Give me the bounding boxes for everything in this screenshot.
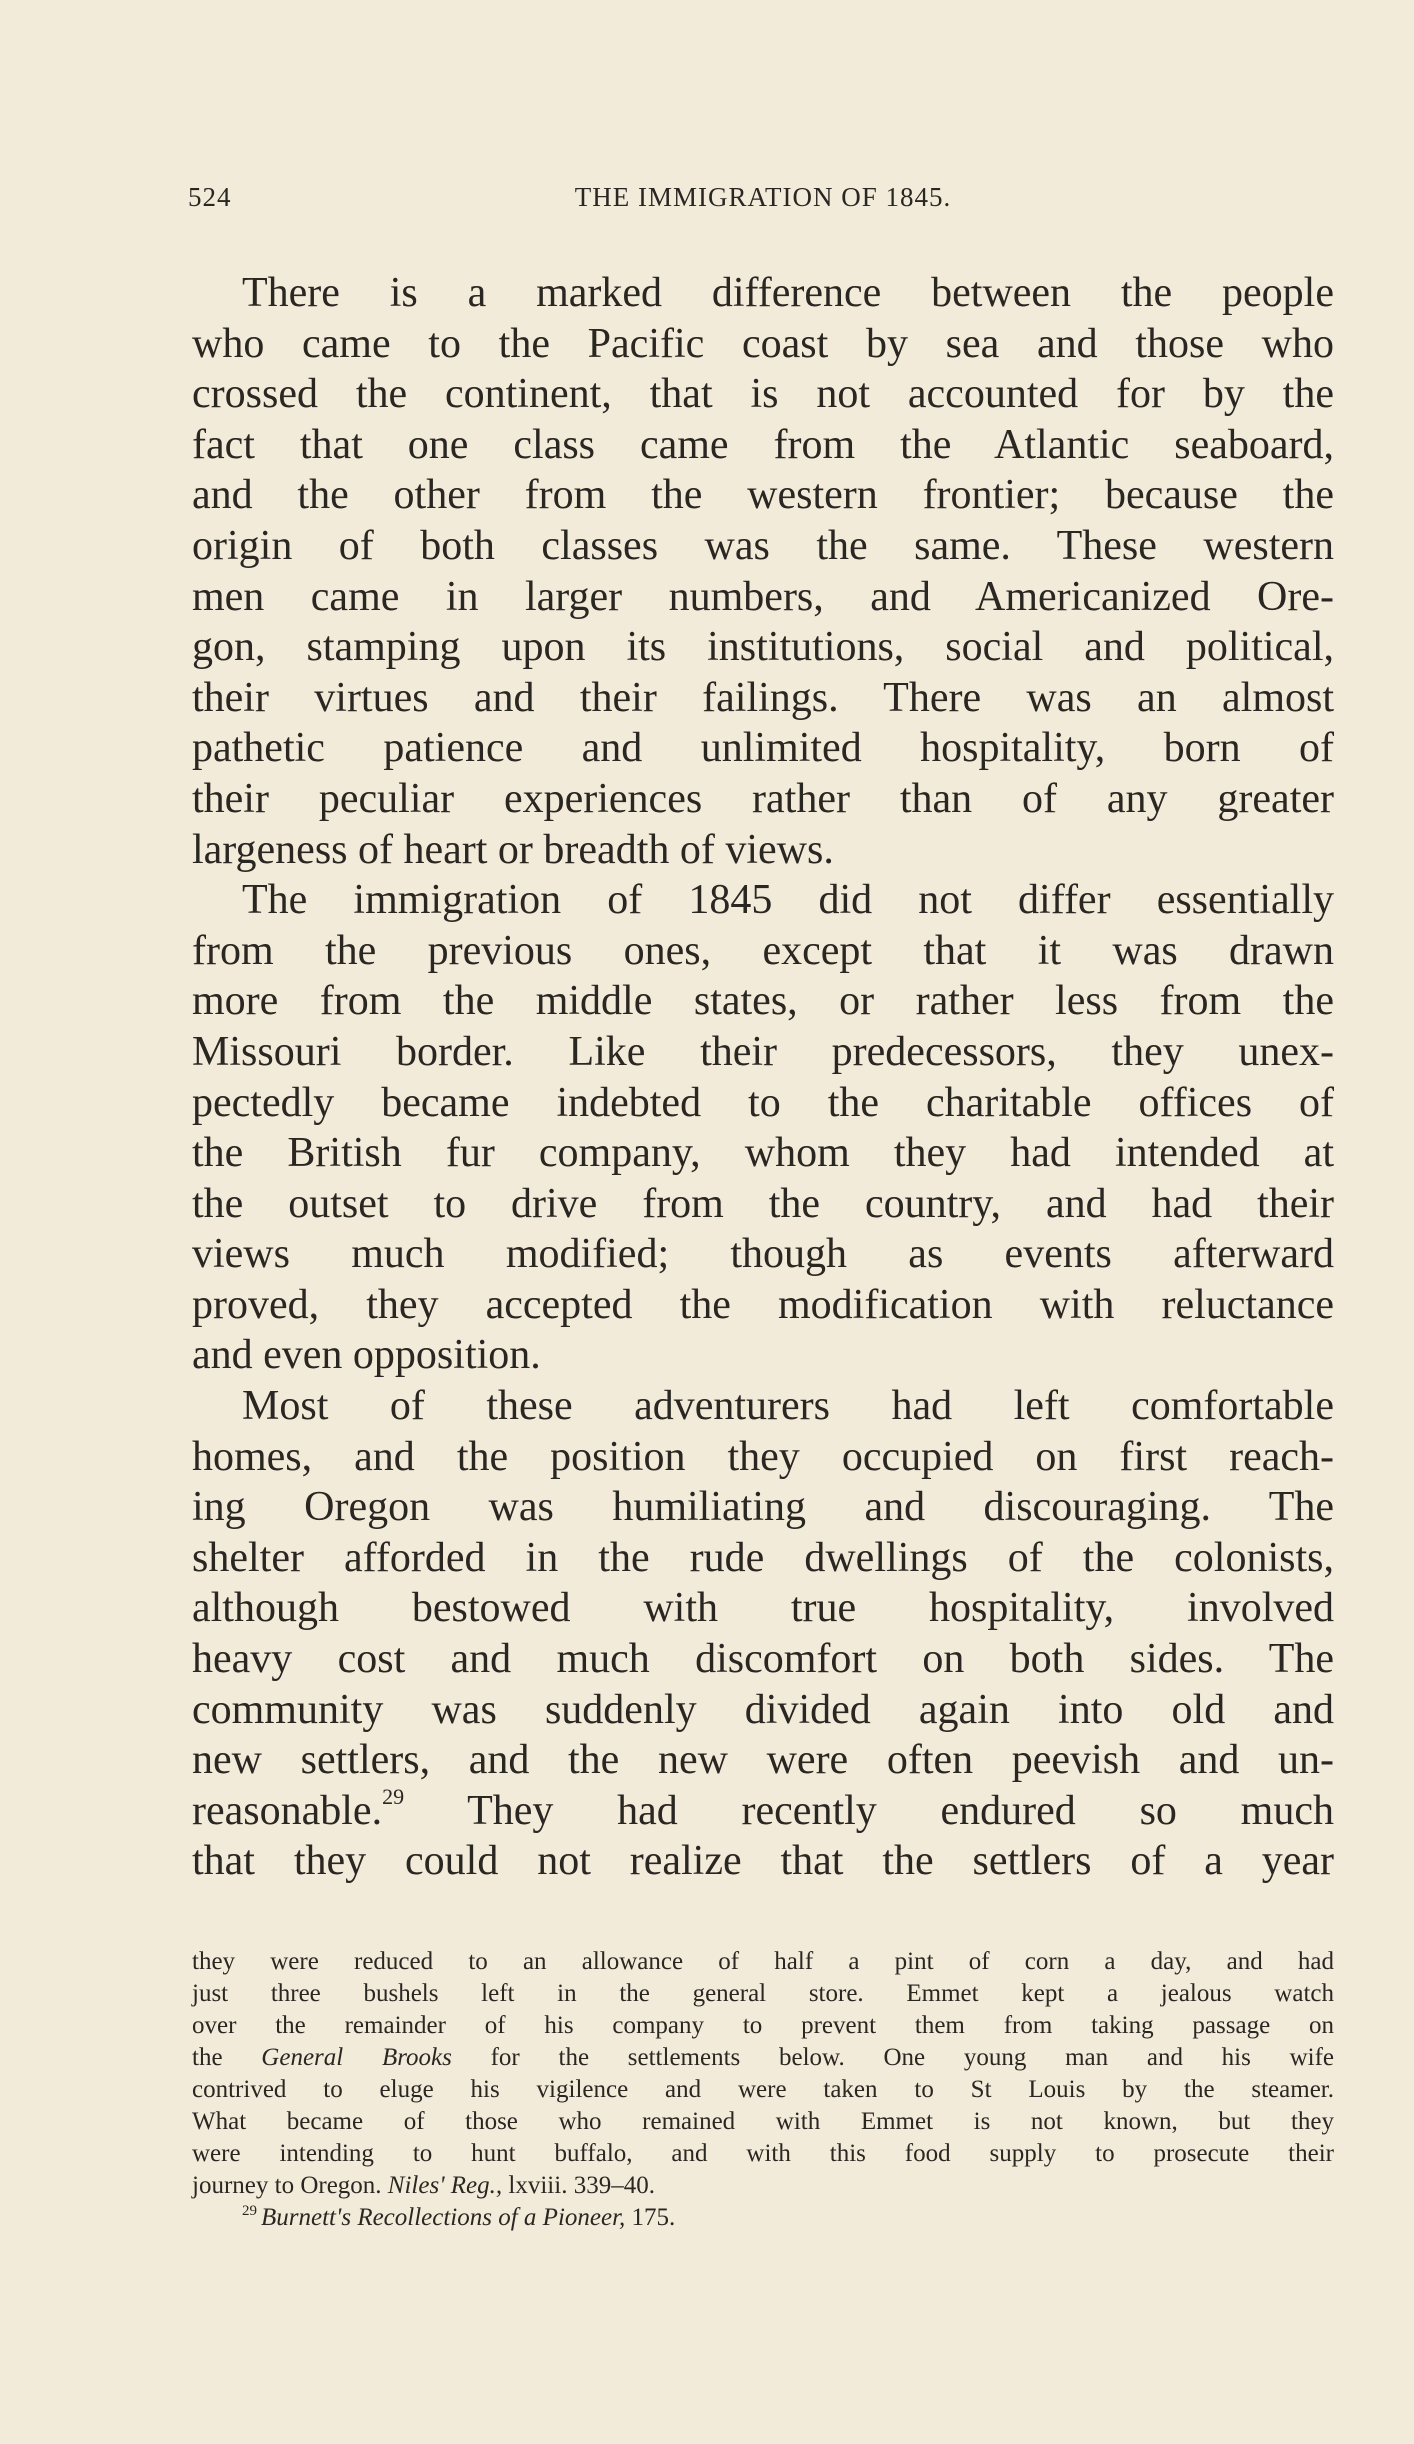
text-line: proved, they accepted the modification with reluctance	[192, 1281, 1334, 1328]
text-line-with-footnote-ref	[192, 1783, 1334, 1837]
text-line: new settlers, and the new were often peevish and un-	[192, 1737, 1334, 1784]
footnote-fragment: for the settlements below. One young man and his wife	[490, 2044, 1335, 2071]
footnote-line	[192, 2042, 1334, 2074]
text-line: views much modified; though as events afterward	[192, 1231, 1334, 1278]
footnote-number: 29	[242, 2203, 257, 2219]
text-line: gon, stamping upon its institutions, social and political,	[192, 624, 1334, 671]
text-line: pectedly became indebted to the charitable offices of	[192, 1079, 1334, 1126]
text-line: Missouri border. Like their predecessors, they unex-	[192, 1028, 1334, 1075]
text-line: The immigration of 1845 did not differ essentially	[242, 877, 1334, 924]
footnotes	[192, 1946, 1334, 2234]
text-line: the British fur company, whom they had intended at	[192, 1130, 1334, 1177]
running-title: THE IMMIGRATION OF 1845.	[574, 182, 952, 212]
text-line: homes, and the position they occupied on first reach-	[192, 1433, 1334, 1480]
citation-title: Burnett's Recollections of a Pioneer,	[261, 2204, 626, 2231]
text-line: their virtues and their failings. There was an almost	[192, 674, 1334, 721]
text-line: pathetic patience and unlimited hospitality, born of	[192, 725, 1334, 772]
footnote-fragment: lxviii. 339–40.	[508, 2172, 655, 2199]
text-line: There is a marked difference between the people	[242, 270, 1334, 316]
text-line: from the previous ones, except that it was drawn	[192, 927, 1334, 974]
text-line: that they could not realize that the settlers of a year	[192, 1838, 1334, 1885]
footnote-line: over the remainder of his company to prevent them from taking passage on	[192, 2012, 1334, 2039]
footnote-line: What became of those who remained with Emmet is not known, but they	[192, 2108, 1334, 2135]
text-line: although bestowed with true hospitality, involved	[192, 1585, 1334, 1632]
footnote-29	[192, 2202, 1334, 2234]
text-line: largeness of heart or breadth of views.	[192, 826, 834, 873]
text-fragment: reasonable.	[192, 1787, 383, 1834]
ship-name: General Brooks	[261, 2044, 452, 2071]
page-number: 524	[188, 182, 232, 212]
page-header	[188, 182, 1338, 222]
text-line: and even opposition.	[192, 1332, 541, 1379]
footnote-line	[192, 2170, 1334, 2202]
text-line: men came in larger numbers, and Americanized Ore-	[192, 573, 1334, 620]
footnote-line: were intending to hunt buffalo, and with this food supply to prosecute their	[192, 2140, 1334, 2167]
footnote-line: contrived to eluge his vigilence and were taken to St Louis by the steamer.	[192, 2076, 1334, 2103]
footnote-reference[interactable]: 29	[382, 1783, 405, 1809]
footnote-fragment: the	[192, 2044, 223, 2071]
footnote-line: just three bushels left in the general store. Emmet kept a jealous watch	[192, 1980, 1334, 2007]
footnote-line: they were reduced to an allowance of half a pint of corn a day, and had	[192, 1948, 1334, 1975]
text-line: who came to the Pacific coast by sea and those who	[192, 320, 1334, 367]
text-line: heavy cost and much discomfort on both sides. The	[192, 1636, 1334, 1683]
text-line: their peculiar experiences rather than of any greater	[192, 775, 1334, 822]
text-line: fact that one class came from the Atlantic seaboard,	[192, 421, 1334, 468]
footnote-fragment: journey to Oregon.	[192, 2172, 382, 2199]
body-text	[192, 268, 1334, 1887]
text-line: and the other from the western frontier; because the	[192, 472, 1334, 519]
text-line: ing Oregon was humiliating and discouraging. The	[192, 1484, 1334, 1531]
text-line: origin of both classes was the same. These western	[192, 522, 1334, 569]
text-line: more from the middle states, or rather less from the	[192, 978, 1334, 1025]
text-line: crossed the continent, that is not accounted for by the	[192, 371, 1334, 418]
citation-title: Niles' Reg.,	[387, 2172, 503, 2199]
citation-page: 175.	[631, 2204, 676, 2231]
text-line: community was suddenly divided again into old and	[192, 1686, 1334, 1733]
text-line: Most of these adventurers had left comfortable	[242, 1383, 1334, 1430]
text-fragment: They had recently endured so much	[467, 1787, 1334, 1834]
text-line: shelter afforded in the rude dwellings of the colonists,	[192, 1534, 1334, 1581]
text-line: the outset to drive from the country, and had their	[192, 1180, 1334, 1227]
